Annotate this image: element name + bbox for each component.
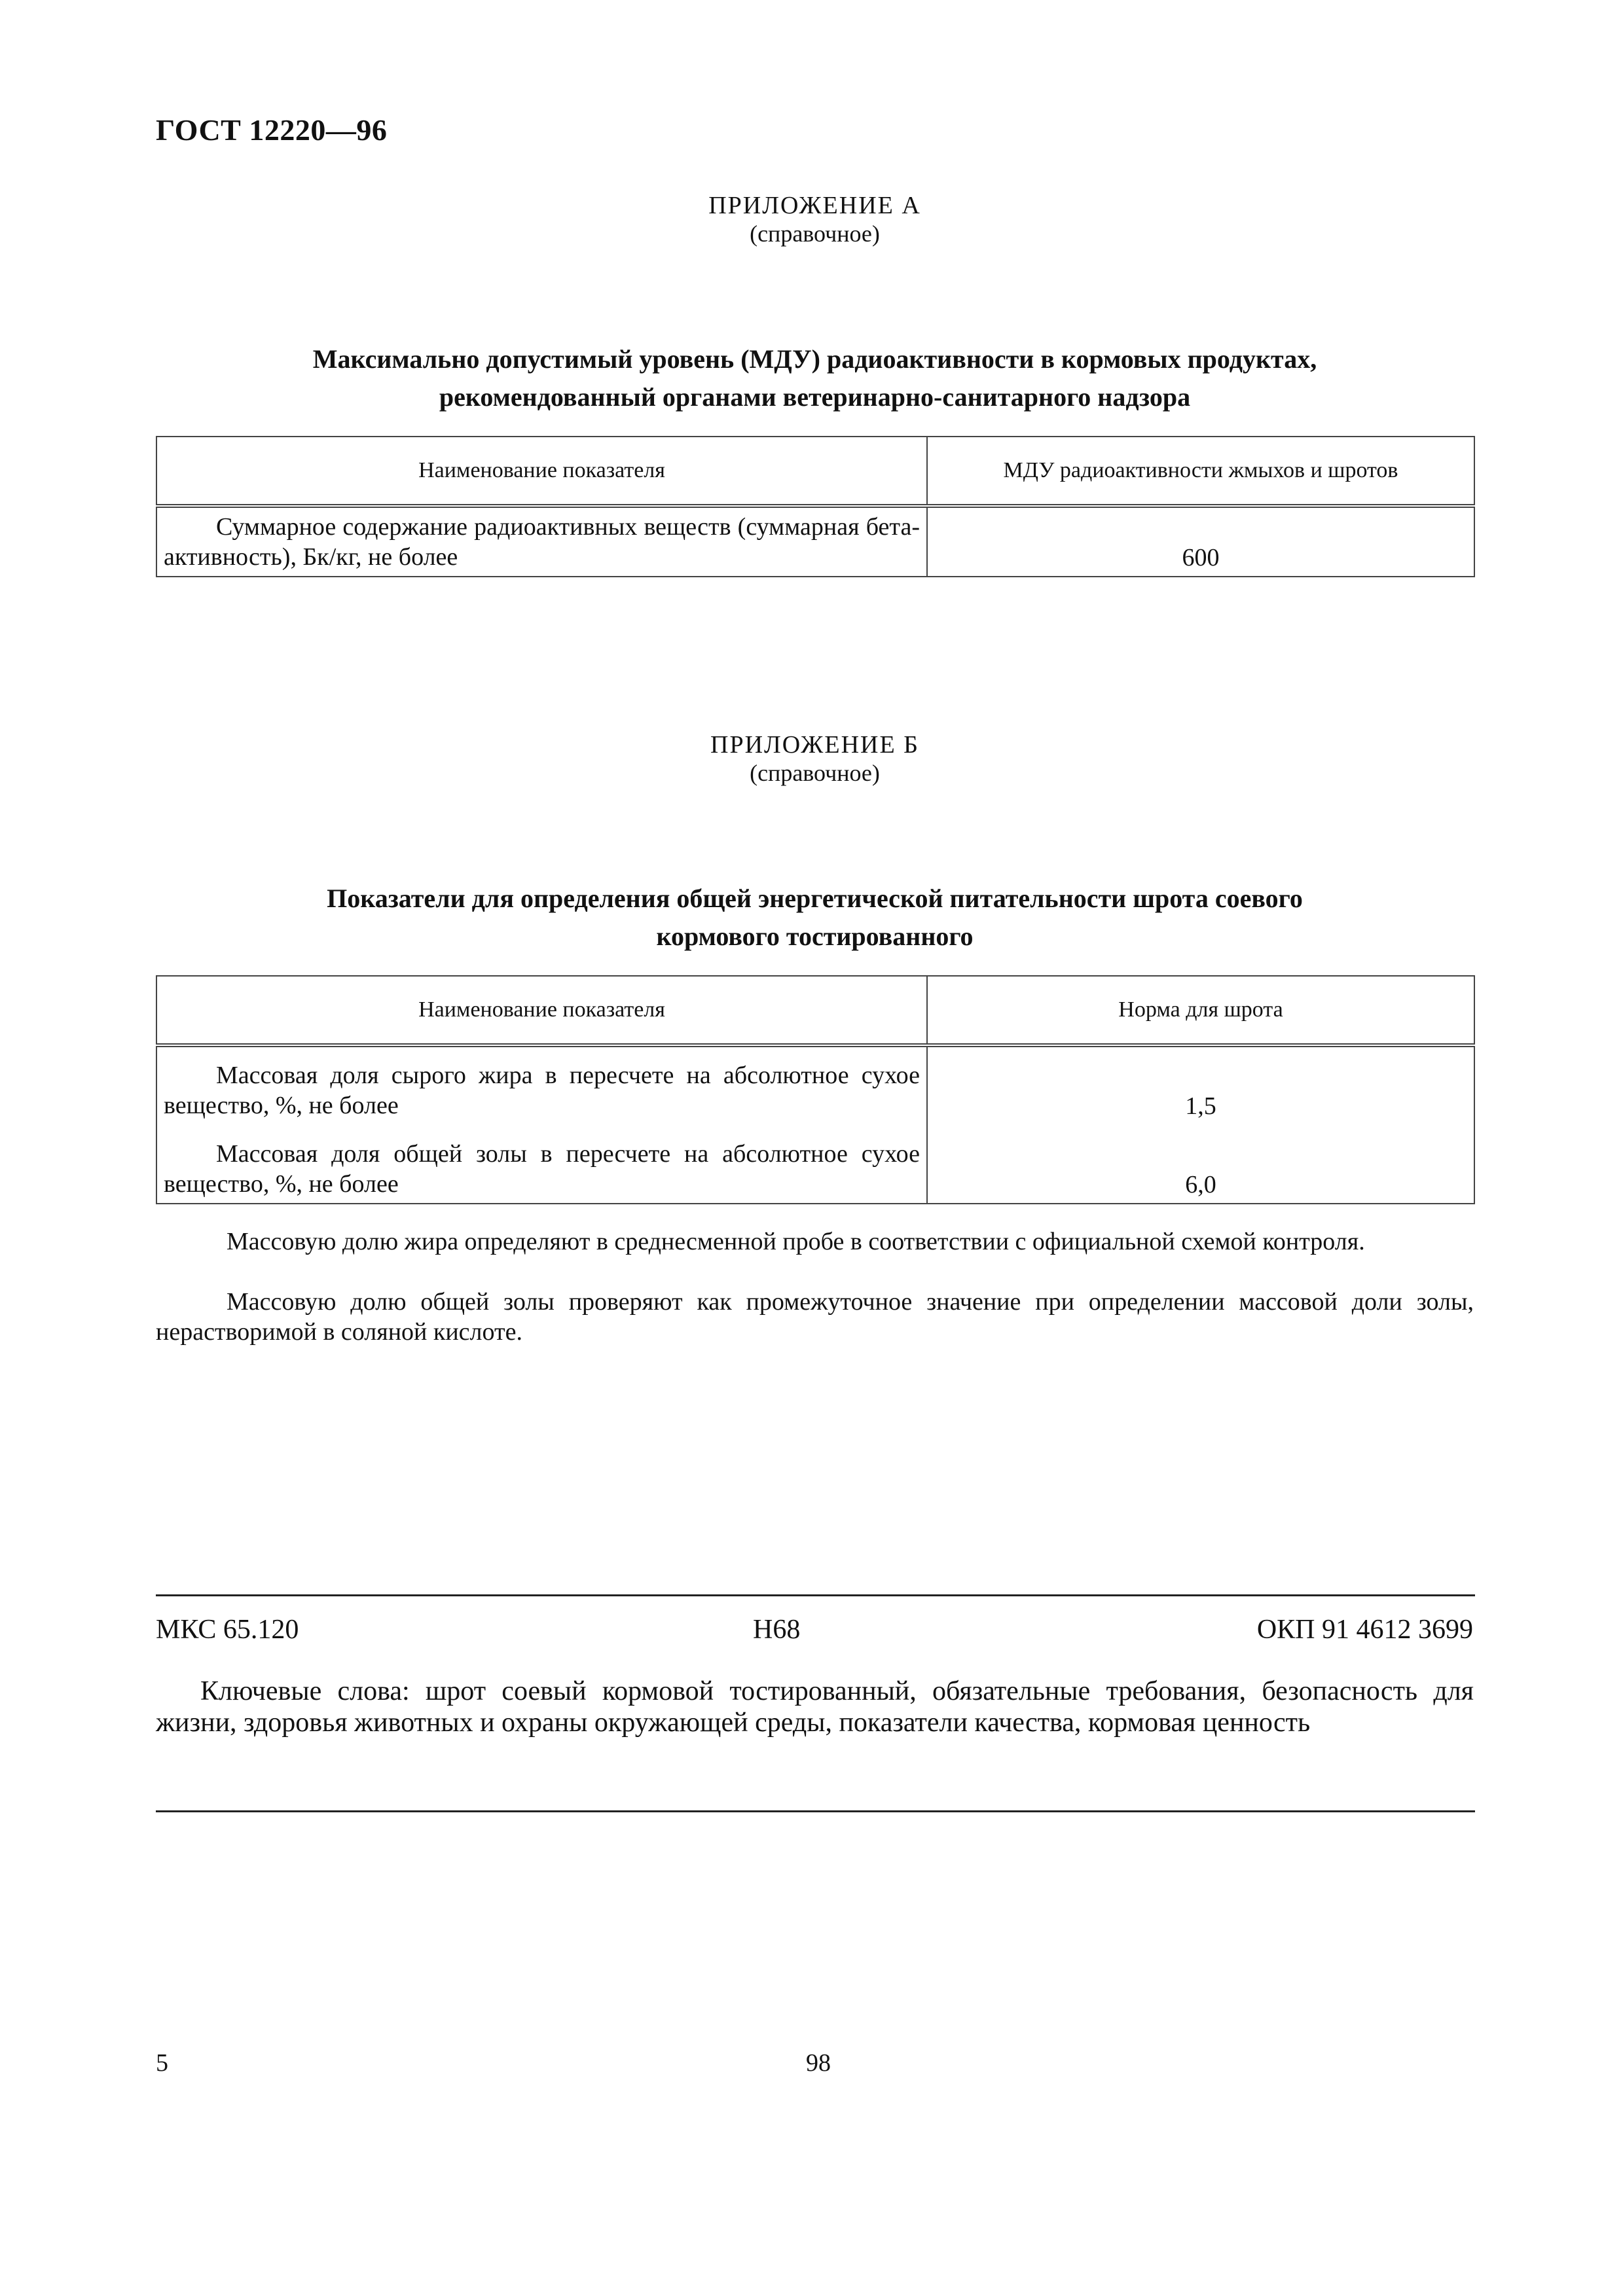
appendix-a-note: (справочное) [750, 221, 880, 247]
column-header-norm: Норма для шрота [927, 976, 1474, 1045]
indicator-name: Суммарное содержание радиоактивных веществ (суммарная бета-активность), Бк/кг, не более [164, 513, 920, 571]
column-header-indicator: Наименование показателя [156, 437, 927, 506]
appendix-b-table [156, 975, 1475, 1204]
appendix-a-label: ПРИЛОЖЕНИЕ А [708, 192, 921, 219]
appendix-b-label: ПРИЛОЖЕНИЕ Б [710, 731, 919, 759]
mks-code: МКС 65.120 [156, 1615, 299, 1645]
okp-code: ОКП 91 4612 3699 [1256, 1615, 1473, 1645]
table-row [156, 506, 1474, 577]
appendix-b-note: (справочное) [750, 760, 880, 786]
column-header-indicator: Наименование показателя [156, 976, 927, 1045]
table-header-row [156, 976, 1474, 1045]
keywords: Ключевые слова: шрот соевый кормовой тостированный, обязательные требования, безопасность для жизни, здоровья животных и охраны окружающей среды, показатели качества, кормовая ценность [156, 1676, 1474, 1738]
divider [156, 1594, 1475, 1596]
indicator-value: 6,0 [1185, 1171, 1216, 1198]
footer-left-number: 5 [156, 2049, 168, 2077]
indicator-name-cell [156, 506, 927, 577]
appendix-b-title-line2: кормового тостированного [656, 922, 974, 951]
appendix-b-title-line1: Показатели для определения общей энергетической питательности шрота соевого [327, 884, 1303, 913]
indicator-value-cell [927, 1124, 1474, 1204]
appendix-a-table [156, 436, 1475, 577]
appendix-a-title-line2: рекомендованный органами ветеринарно-санитарного надзора [439, 382, 1191, 412]
paragraph-fat: Массовую долю жира определяют в среднесменной пробе в соответствии с официальной схемой контроля. [227, 1228, 1365, 1255]
table-row [156, 1124, 1474, 1204]
indicator-name: Массовая доля сырого жира в пересчете на абсолютное сухое вещество, %, не более [164, 1062, 920, 1119]
table-header-row [156, 437, 1474, 506]
classification-code: Н68 [753, 1615, 801, 1645]
divider [156, 1810, 1475, 1812]
indicator-value-cell [927, 1045, 1474, 1124]
table-row [156, 1045, 1474, 1124]
indicator-value: 1,5 [1185, 1092, 1216, 1120]
indicator-value: 600 [1182, 544, 1220, 571]
indicator-name: Массовая доля общей золы в пересчете на абсолютное сухое вещество, %, не более [164, 1140, 920, 1198]
indicator-name-cell [156, 1124, 927, 1204]
indicator-value-cell [927, 506, 1474, 577]
document-code: ГОСТ 12220—96 [156, 113, 388, 147]
appendix-b-title [156, 880, 1474, 956]
page-number: 98 [806, 2049, 831, 2077]
indicator-name-cell [156, 1045, 927, 1124]
paragraph-ash: Массовую долю общей золы проверяют как промежуточное значение при определении массовой доли золы, нерастворимой в соляной кислоте. [156, 1288, 1474, 1346]
column-header-mdu: МДУ радиоактивности жмыхов и шротов [927, 437, 1474, 506]
appendix-a-title [156, 340, 1474, 416]
appendix-a-title-line1: Максимально допустимый уровень (МДУ) радиоактивности в кормовых продуктах, [312, 344, 1317, 374]
